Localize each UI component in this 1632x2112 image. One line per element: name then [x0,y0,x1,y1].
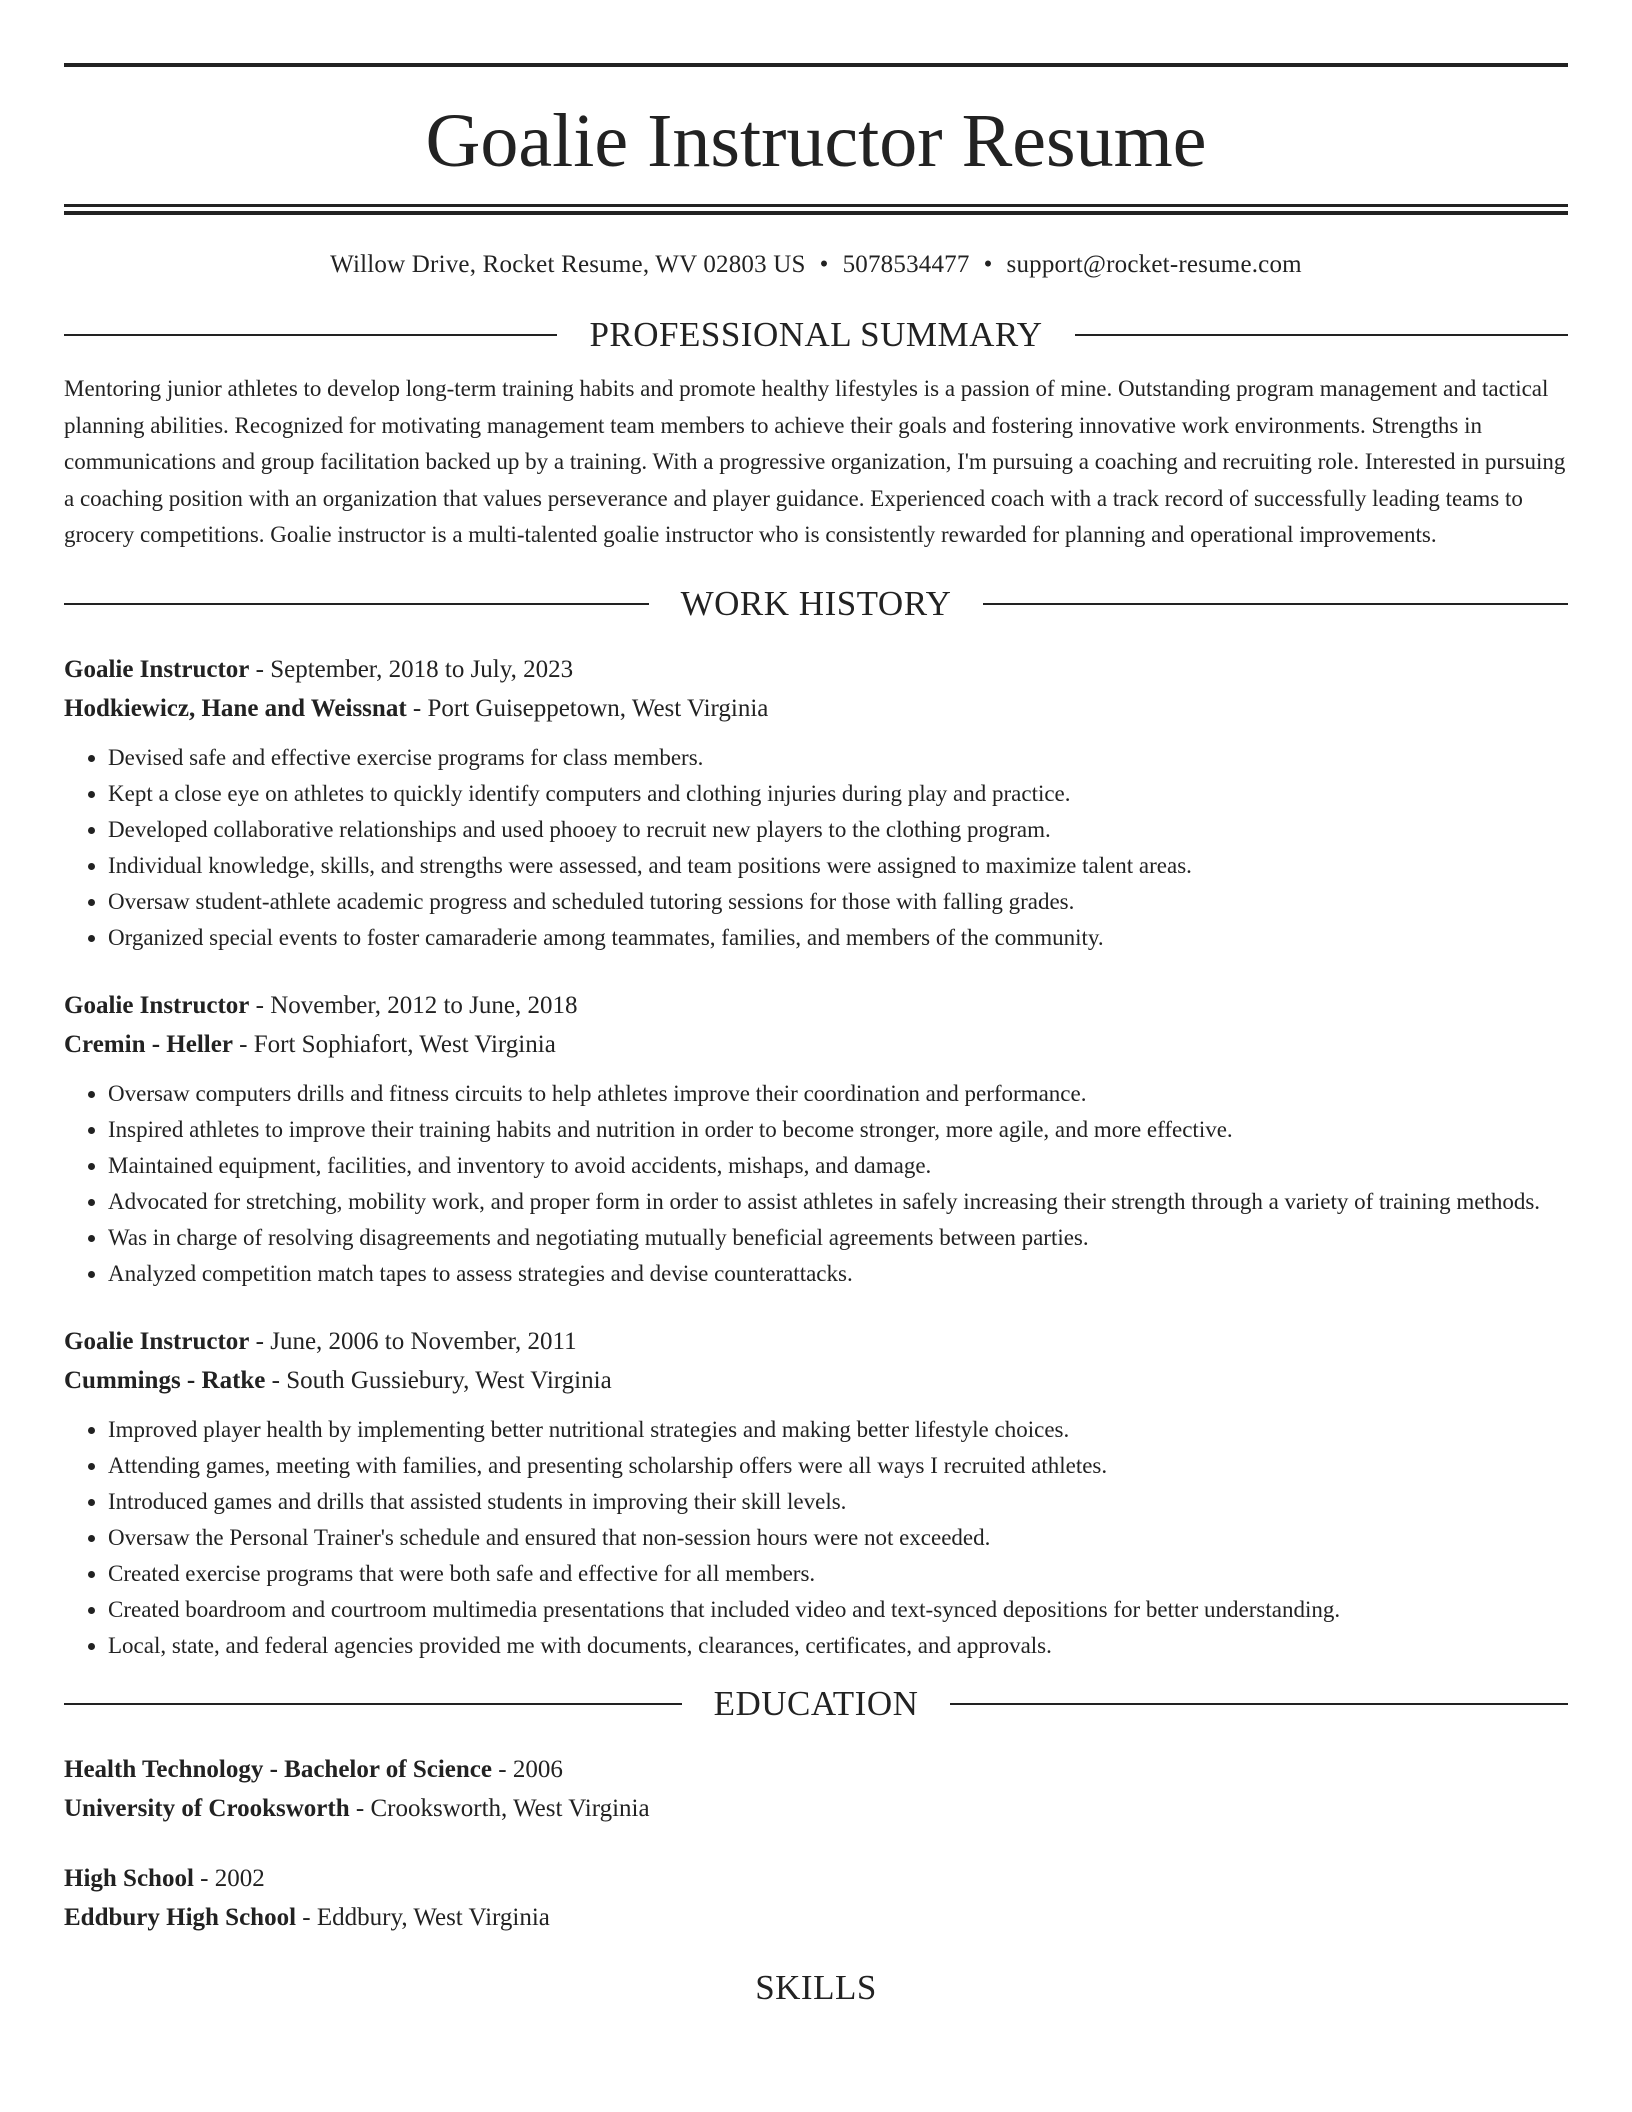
education-location: - Crooksworth, West Virginia [349,1794,650,1822]
education-degree: Health Technology - Bachelor of Science [64,1755,492,1783]
section-rule-left [64,334,557,336]
education-year: - 2006 [492,1755,563,1783]
job-duty-item: • Maintained equipment, facilities, and inventory to avoid accidents, mishaps, and damage. [108,1148,1568,1184]
job-duty-item: • Devised safe and effective exercise programs for class members. [108,740,1568,776]
job-duty-item: • Was in charge of resolving disagreements and negotiating mutually beneficial agreements between parties. [108,1220,1568,1256]
section-rule-right [1075,334,1568,336]
job-company: Cremin - Heller [64,1030,233,1058]
job-duty-item: • Introduced games and drills that assisted students in improving their skill levels. [108,1484,1568,1520]
contact-line [64,245,1568,285]
education-list [64,1750,1568,1937]
section-header-education [64,1678,1568,1730]
job-duty-item: • Analyzed competition match tapes to assess strategies and devise counterattacks. [108,1256,1568,1292]
job-duty-item: • Oversaw student-athlete academic progress and scheduled tutoring sessions for those with falling grades. [108,884,1568,920]
job-title-line [64,1322,1568,1361]
contact-email: support@rocket-resume.com [1006,251,1302,278]
education-entry [64,1859,1568,1937]
section-header-skills [64,1962,1568,2014]
job-company-line [64,689,1568,728]
job-duty-item: • Created exercise programs that were both safe and effective for all members. [108,1556,1568,1592]
job-location: - South Gussiebury, West Virginia [265,1366,612,1394]
contact-separator: • [819,251,829,278]
job-duty-item: • Organized special events to foster camaraderie among teammates, families, and members of the community. [108,920,1568,956]
job-duties-list [64,740,1568,956]
section-title-skills: SKILLS [755,1967,877,2007]
contact-separator: • [983,251,993,278]
job-location: - Port Guiseppetown, West Virginia [406,694,769,722]
education-year: - 2002 [193,1864,265,1892]
job-title-line [64,650,1568,689]
job-duties-list [64,1412,1568,1664]
job-title: Goalie Instructor [64,1327,250,1355]
job-duty-item: • Created boardroom and courtroom multimedia presentations that included video and text-synced depositions for better understanding. [108,1592,1568,1628]
section-rule-right [983,603,1568,605]
education-school-line [64,1789,1568,1828]
section-rule-left [64,1703,682,1705]
job-location: - Fort Sophiafort, West Virginia [232,1030,556,1058]
education-degree: High School [64,1864,194,1892]
job-entry [64,650,1568,956]
education-degree-line [64,1859,1568,1898]
job-dates: - June, 2006 to November, 2011 [249,1327,577,1355]
job-entry [64,986,1568,1292]
job-duty-item: • Individual knowledge, skills, and strengths were assessed, and team positions were assigned to maximize talent areas. [108,848,1568,884]
section-rule-left [64,603,649,605]
job-company-line [64,1025,1568,1064]
work-history-list [64,650,1568,1664]
job-dates: - November, 2012 to June, 2018 [249,991,578,1019]
job-title-line [64,986,1568,1025]
education-school: University of Crooksworth [64,1794,350,1822]
education-school: Eddbury High School [64,1903,297,1931]
job-duty-item: • Oversaw the Personal Trainer's schedule and ensured that non-session hours were not exceeded. [108,1520,1568,1556]
job-company: Hodkiewicz, Hane and Weissnat [64,694,407,722]
professional-summary-text: Mentoring junior athletes to develop long-term training habits and promote healthy lifestyles is a passion of mine. Outstanding program management and tactical planning abilities. Recognized for motivating management team members to achieve their goals and fostering innovative work environments. Strengths in communications and group facilitation backed up by a training. With a progressive organization, I'm pursuing a coaching and recruiting role. Interested in pursuing a coaching position with an organization that values perseverance and player guidance. Experienced coach with a track record of successfully leading teams to grocery competitions. Goalie instructor is a multi-talented goalie instructor who is consistently rewarded for planning and operational improvements. [64,376,1566,547]
job-duty-item: • Local, state, and federal agencies provided me with documents, clearances, certificates, and approvals. [108,1628,1568,1664]
job-duty-item: • Improved player health by implementing better nutritional strategies and making better lifestyle choices. [108,1412,1568,1448]
job-duty-item: • Oversaw computers drills and fitness circuits to help athletes improve their coordination and performance. [108,1076,1568,1112]
section-header-work [64,578,1568,630]
education-school-line [64,1898,1568,1937]
resume-title: Goalie Instructor Resume [425,99,1207,183]
contact-phone: 5078534477 [842,251,970,278]
section-title-summary: PROFESSIONAL SUMMARY [589,315,1043,354]
job-duty-item: • Kept a close eye on athletes to quickly identify computers and clothing injuries during play and practice. [108,776,1568,812]
job-title: Goalie Instructor [64,655,250,683]
section-title-education: EDUCATION [713,1683,919,1723]
contact-address: Willow Drive, Rocket Resume, WV 02803 US [330,251,806,278]
education-degree-line [64,1750,1568,1789]
job-duties-list [64,1076,1568,1292]
job-dates: - September, 2018 to July, 2023 [249,655,574,683]
job-duty-item: • Attending games, meeting with families, and presenting scholarship offers were all ways I recruited athletes. [108,1448,1568,1484]
section-header-summary [64,309,1568,361]
job-duty-item: • Developed collaborative relationships and used phooey to recruit new players to the clothing program. [108,812,1568,848]
job-duty-item: • Inspired athletes to improve their training habits and nutrition in order to become stronger, more agile, and more effective. [108,1112,1568,1148]
resume-page [64,0,1568,2014]
section-title-work: WORK HISTORY [680,583,952,623]
section-rule-right [950,1703,1568,1705]
job-title: Goalie Instructor [64,991,250,1019]
title-top-rule [64,63,1568,67]
education-location: - Eddbury, West Virginia [296,1903,550,1931]
education-entry [64,1750,1568,1828]
title-bottom-rule [64,204,1568,215]
job-duty-item: • Advocated for stretching, mobility work, and proper form in order to assist athletes in safely increasing their strength through a variety of training methods. [108,1184,1568,1220]
job-company-line [64,1361,1568,1400]
job-entry [64,1322,1568,1664]
job-company: Cummings - Ratke [64,1366,266,1394]
